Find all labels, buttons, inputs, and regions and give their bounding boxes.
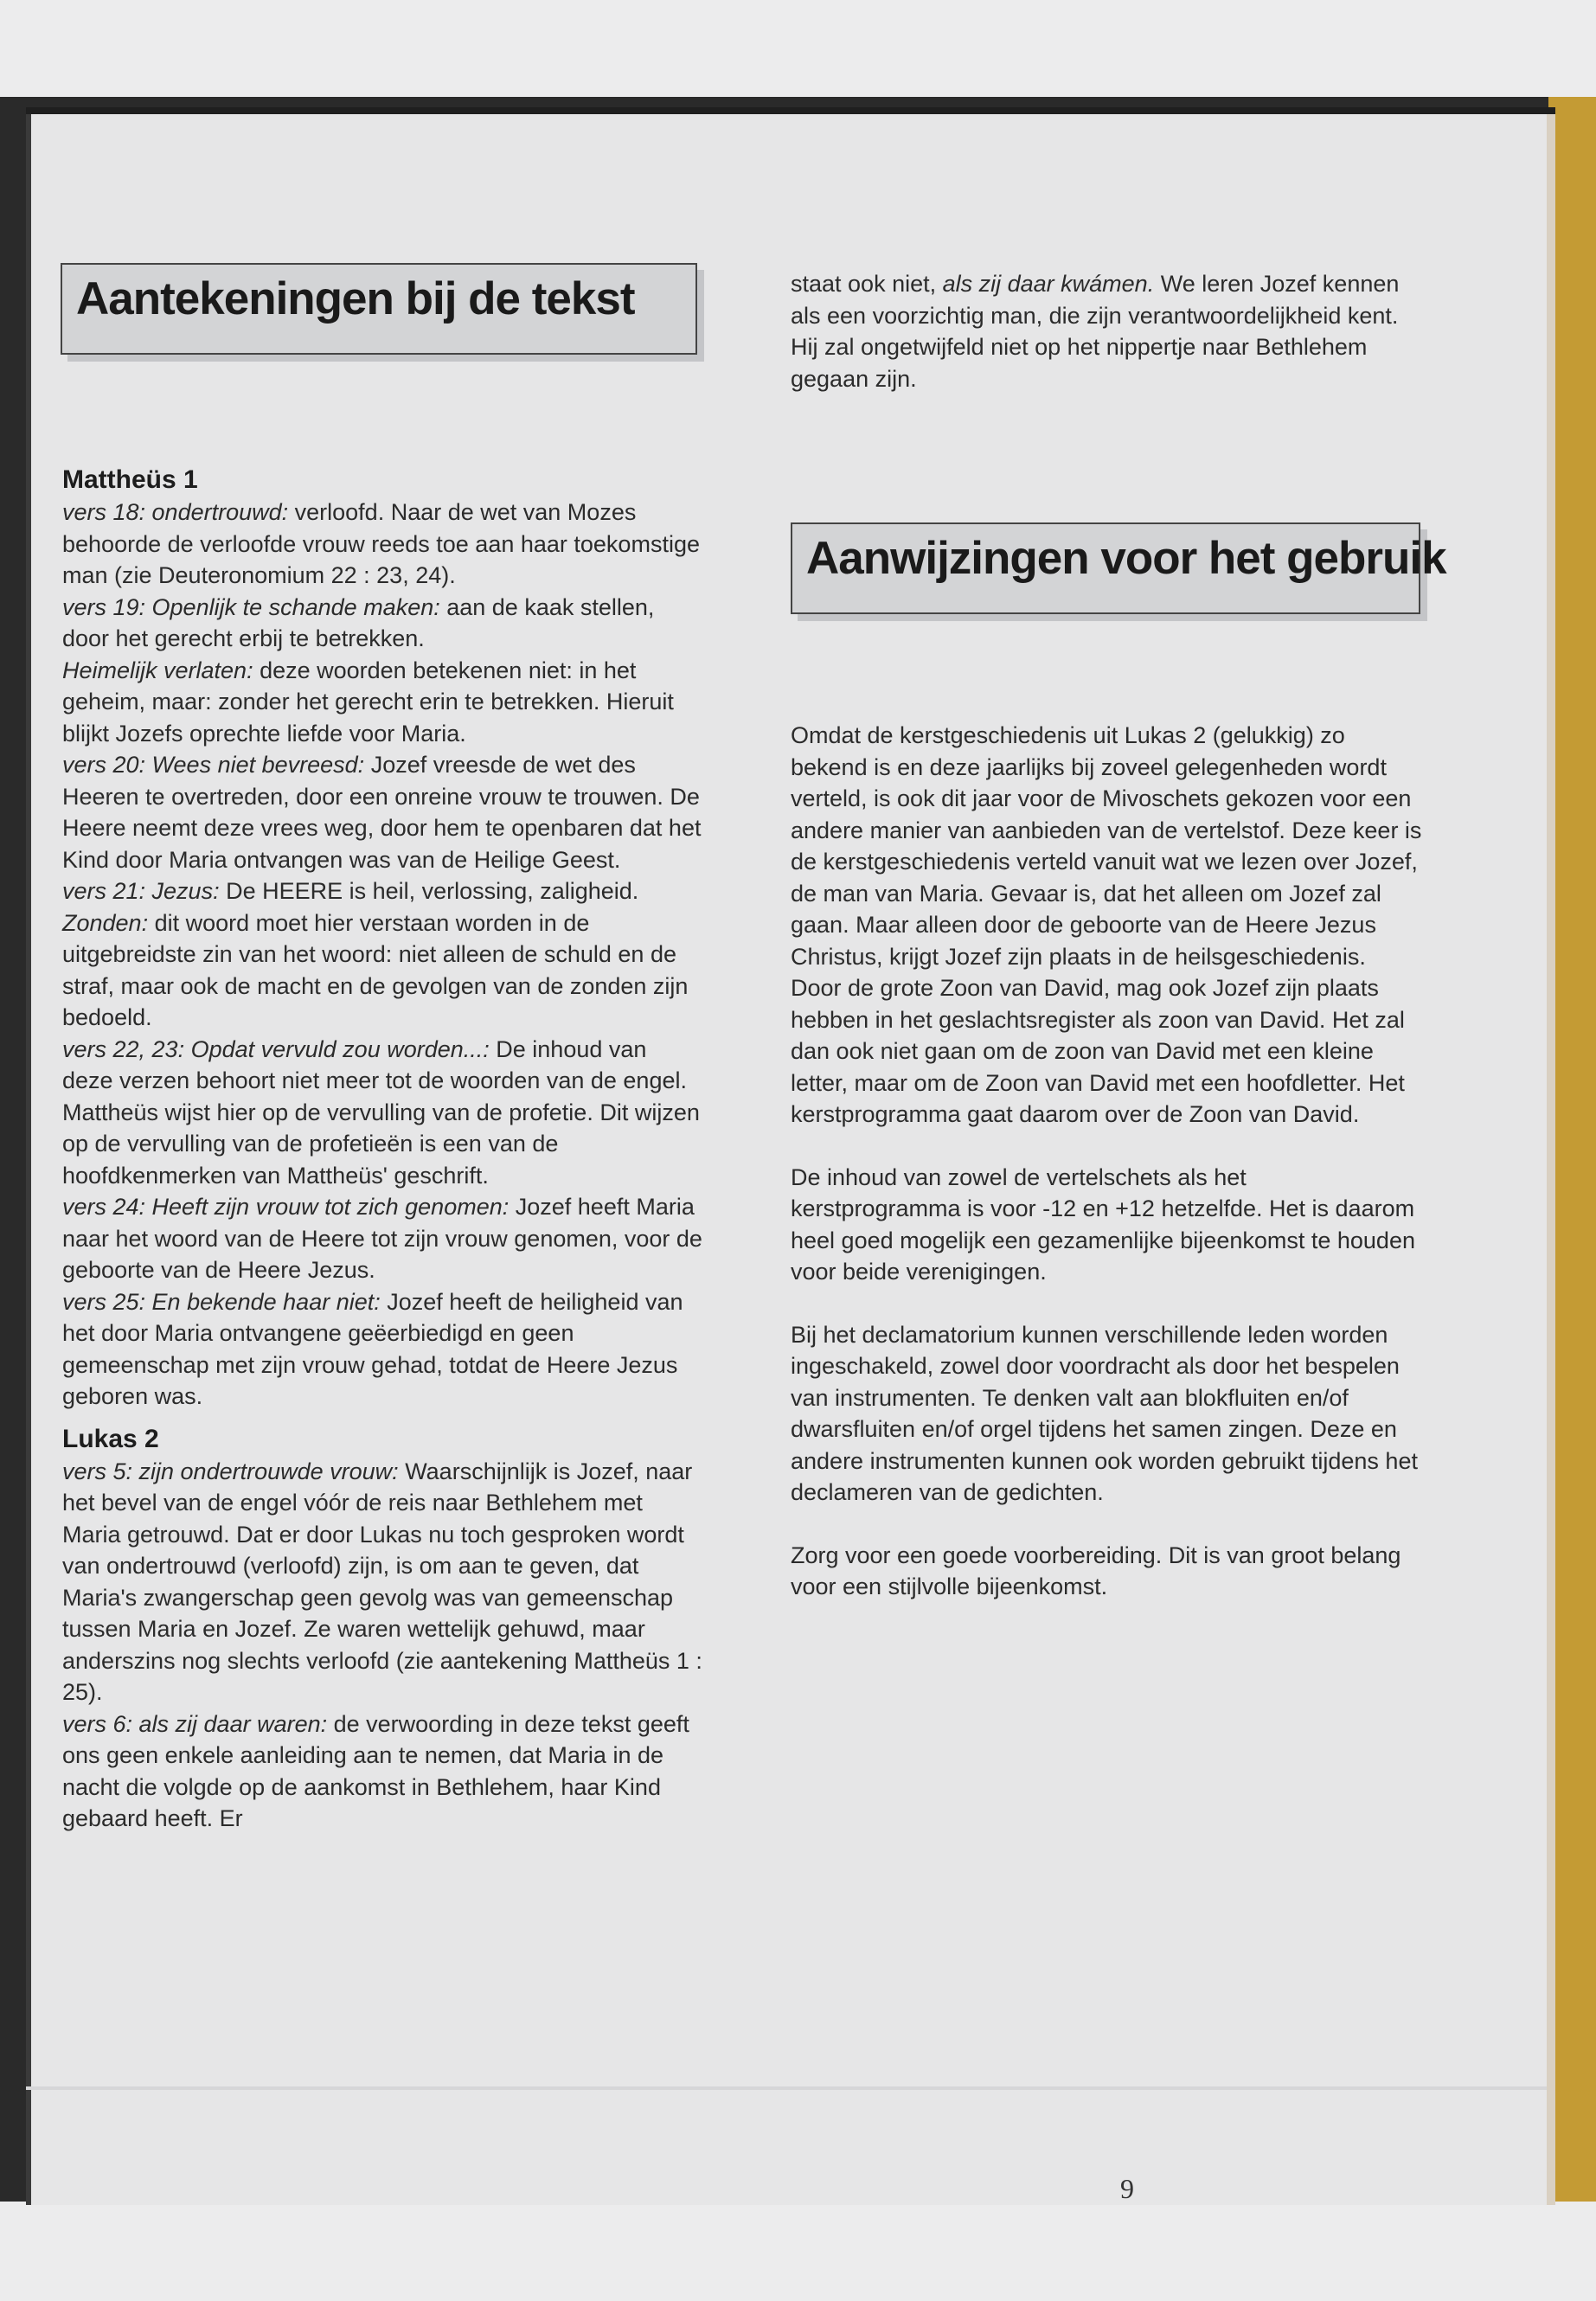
continuation-term: als zij daar kwámen. (942, 271, 1155, 297)
note-text: de verwoording in deze tekst geeft ons geen enkele aanleiding aan te nemen, dat Maria in de nacht die volgde op de aankomst in Bethlehem, haar Kind gebaard heeft. Er (62, 1710, 689, 1831)
continuation-text-b: We leren Jozef kennen als een voorzichtig man, die zijn verantwoordelijkheid kent. Hij zal ongetwijfeld niet op het nippertje naar Bethlehem gegaan zijn. (791, 271, 1400, 392)
book-page (26, 107, 1555, 2205)
note-paragraph (62, 1708, 702, 1835)
page-crease (26, 2086, 1555, 2090)
note-text: Waarschijnlijk is Jozef, naar het bevel van de engel vóór de reis naar Bethlehem met Maria getrouwd. Dat er door Lukas nu toch gesproken wordt van ondertrouwd (verloofd) zijn, is om aan te geven, dat Maria's zwangerschap geen gevolg was van gemeenschap tussen Maria en Jozef. Ze waren wettelijk gehuwd, maar anderszins nog slechts verloofd (zie aantekening Mattheüs 1 : 25). (62, 1458, 702, 1705)
continuation-paragraph (791, 268, 1422, 394)
note-paragraph (62, 1286, 702, 1413)
instructions-column (791, 720, 1422, 1603)
book-cover-edge (1548, 97, 1596, 2208)
instruction-paragraph: Zorg voor een goede voorbereiding. Dit is van groot belang voor een stijlvolle bijeenkomst. (791, 1541, 1401, 1599)
instruction-paragraph: Omdat de kerstgeschiedenis uit Lukas 2 (gelukkig) zo bekend is en deze jaarlijks bij zoveel gelegenheden wordt verteld, is ook dit jaar voor de Mivoschets gekozen voor een andere manier van aanbieden van de vertelstof. Deze keer is de kerstgeschiedenis verteld vanuit wat we lezen over Jozef, de man van Maria. Gevaar is, dat het alleen om Jozef zal gaan. Maar alleen door de geboorte van de Heere Jezus Christus, krijgt Jozef zijn plaats in de heilsgeschiedenis. Door de grote Zoon van David, mag ook Jozef zijn plaats hebben in het geslachtsregister als zoon van David. Het zal dan ook niet gaan om de zoon van David met een kleine letter, maar om de Zoon van David met een hoofdletter. Het kerstprogramma gaat daarom over de Zoon van David. (791, 722, 1422, 1127)
note-term: Heimelijk verlaten: (62, 657, 253, 683)
note-term: Zonden: (62, 909, 149, 936)
note-term: vers 6: als zij daar waren: (62, 1710, 328, 1737)
note-text: dit woord moet hier verstaan worden in de uitgebreidste zin van het woord: niet alleen de schuld en de straf, maar ook de macht en de gevolgen van de zonden zijn bedoeld. (62, 909, 689, 1030)
instruction-paragraph: Bij het declamatorium kunnen verschillende leden worden ingeschakeld, zowel door voordracht als door het bespelen van instrumenten. Te denken valt aan blokfluiten en/of dwarsfluiten en/of orgel tijdens het samen zingen. Deze en andere instrumenten kunnen ook worden gebruikt tijdens het declameren van de gedichten. (791, 1321, 1418, 1505)
note-text: De HEERE is heil, verlossing, zaligheid. (219, 878, 639, 904)
section-title-mattheus: Mattheüs 1 (62, 465, 198, 494)
note-paragraph (62, 655, 702, 750)
note-paragraph (62, 1034, 702, 1192)
notes-column (62, 464, 702, 1835)
heading-notes: Aantekeningen bij de tekst (61, 263, 697, 355)
book-cover-top (0, 0, 1596, 97)
note-paragraph (62, 1456, 702, 1708)
section-title-lukas: Lukas 2 (62, 1424, 159, 1453)
note-paragraph (62, 592, 702, 655)
note-text: Jozef vreesde de wet des Heeren te overtreden, door een onreine vrouw te trouwen. De Heere neemt deze vrees weg, door hem te openbaren dat het Kind door Maria ontvangen was van de Heilige Geest. (62, 752, 702, 873)
note-text: Jozef heeft Maria naar het woord van de Heere tot zijn vrouw genomen, voor de geboorte van de Heere Jezus. (62, 1194, 702, 1283)
note-paragraph (62, 497, 702, 592)
note-term: vers 18: ondertrouwd: (62, 499, 289, 525)
note-text: Jozef heeft de heiligheid van het door Maria ontvangene geëerbiedigd en geen gemeenschap met zijn vrouw gehad, totdat de Heere Jezus geboren was. (62, 1288, 683, 1409)
note-term: vers 5: zijn ondertrouwde vrouw: (62, 1458, 399, 1484)
note-paragraph (62, 907, 702, 1034)
note-text: aan de kaak stellen, door het gerecht erbij te betrekken. (62, 593, 655, 651)
note-paragraph (62, 749, 702, 875)
book-cover-bottom (0, 2202, 1596, 2301)
note-text: De inhoud van deze verzen behoort niet meer tot de woorden van de engel. Mattheüs wijst hier op de vervulling van de profetie. Dit wijzen op de vervulling van de profetieën is een van de hoofdkenmerken van Mattheüs' geschrift. (62, 1035, 700, 1189)
page-number: 9 (1120, 2173, 1134, 2204)
continuation-column (791, 268, 1422, 394)
note-term: vers 22, 23: Opdat vervuld zou worden...: (62, 1035, 490, 1062)
note-term: vers 19: Openlijk te schande maken: (62, 593, 440, 620)
note-paragraph (62, 875, 702, 907)
note-paragraph (62, 1191, 702, 1286)
note-text: verloofd. Naar de wet van Mozes behoorde de verloofde vrouw reeds toe aan haar toekomstige man (zie Deuteronomium 22 : 23, 24). (62, 499, 700, 588)
note-term: vers 21: Jezus: (62, 878, 220, 904)
heading-instructions: Aanwijzingen voor het gebruik (791, 522, 1420, 614)
continuation-text-a: staat ook niet, (791, 271, 943, 297)
note-term: vers 25: En bekende haar niet: (62, 1288, 381, 1315)
instruction-paragraph: De inhoud van zowel de vertelschets als het kerstprogramma is voor -12 en +12 hetzelfde. Het is daarom heel goed mogelijk een gezamenlijke bijeenkomst te houden voor beide verenigingen. (791, 1163, 1415, 1285)
note-term: vers 20: Wees niet bevreesd: (62, 752, 365, 778)
note-text: deze woorden betekenen niet: in het geheim, maar: zonder het gerecht erin te betrekken. Hieruit blijkt Jozefs oprechte liefde voor Maria. (62, 657, 674, 747)
note-term: vers 24: Heeft zijn vrouw tot zich genomen: (62, 1194, 510, 1220)
